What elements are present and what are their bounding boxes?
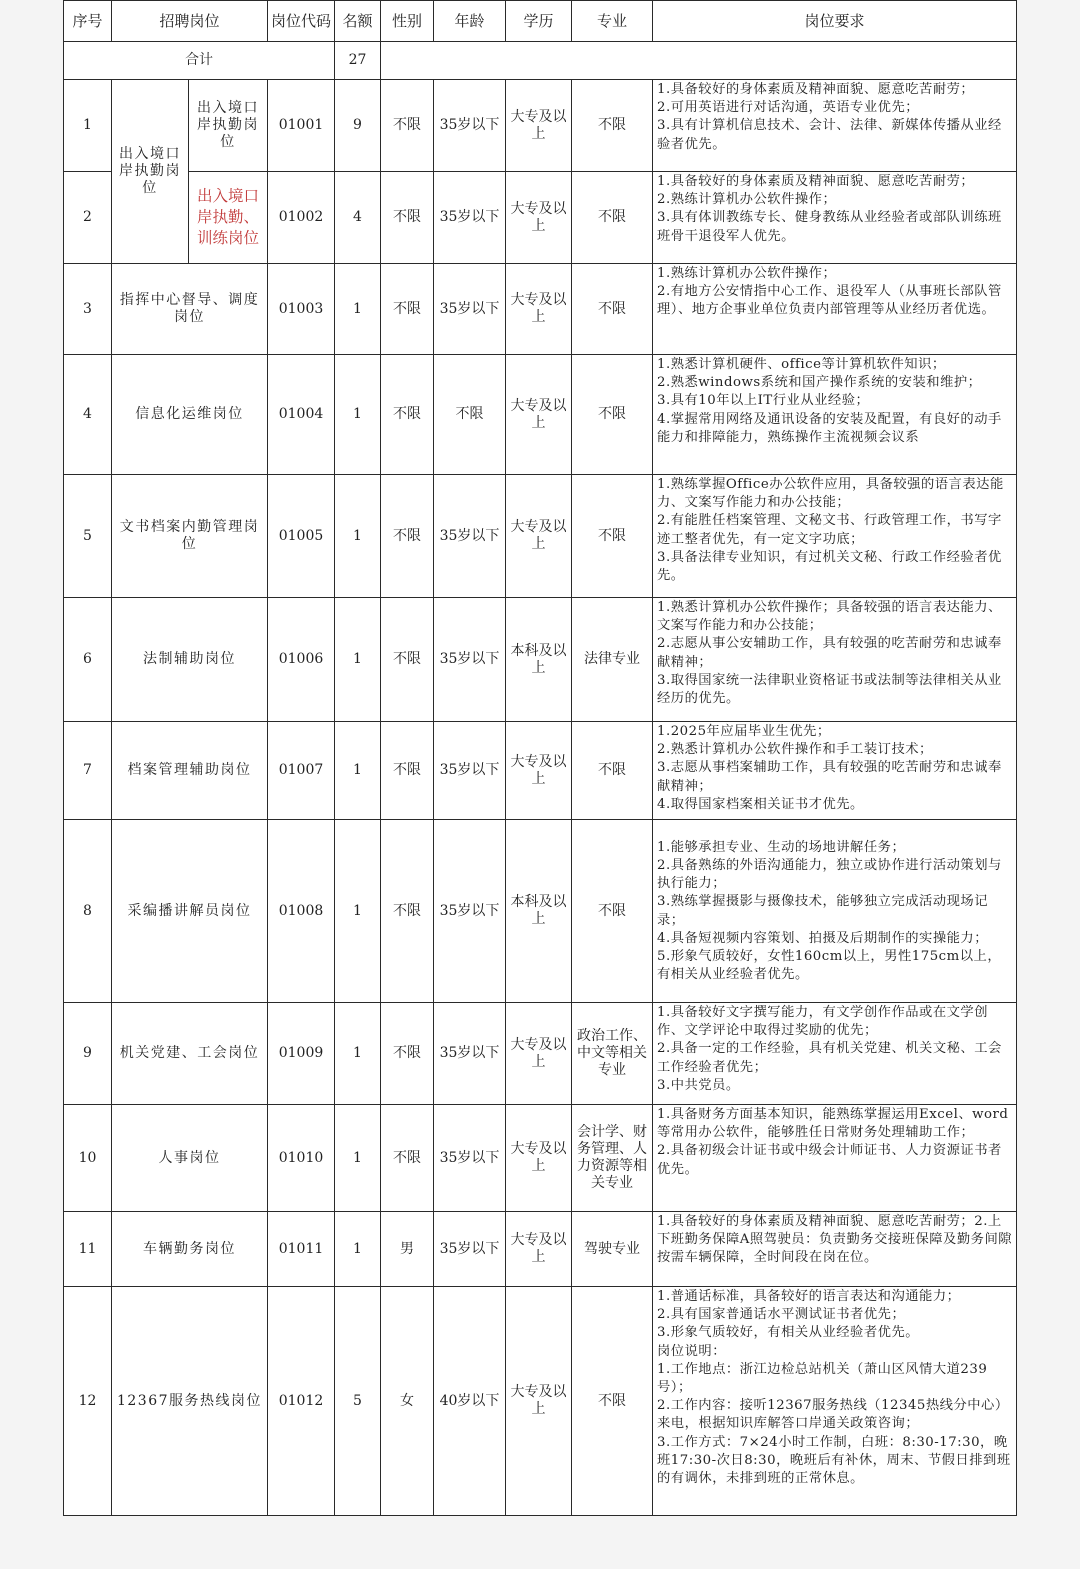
row-major: 不限	[572, 475, 653, 598]
table-row	[64, 598, 1017, 722]
row-edu: 大专及以上	[506, 1003, 572, 1105]
header-age: 年龄	[434, 1, 506, 42]
row-req: 1.熟练计算机办公软件操作； 2.有地方公安情指中心工作、退役军人（从事班长部队管理）、地方企事业单位负责内部管理等从业经历者优选。	[653, 264, 1017, 355]
row-post: 信息化运维岗位	[112, 355, 268, 475]
row-edu: 大专及以上	[506, 722, 572, 820]
row-no: 12	[64, 1287, 112, 1516]
row-edu: 大专及以上	[506, 80, 572, 172]
row-gender: 不限	[381, 722, 434, 820]
header-code: 岗位代码	[268, 1, 335, 42]
row-gender: 不限	[381, 820, 434, 1003]
row-gender: 不限	[381, 172, 434, 264]
row-gender: 女	[381, 1287, 434, 1516]
row-code: 01008	[268, 820, 335, 1003]
row-code: 01005	[268, 475, 335, 598]
row-count: 1	[335, 1212, 381, 1287]
row-major: 政治工作、中文等相关专业	[572, 1003, 653, 1105]
row-major: 不限	[572, 172, 653, 264]
row-no: 8	[64, 820, 112, 1003]
row-no: 3	[64, 264, 112, 355]
table-row	[64, 80, 1017, 172]
row-post: 车辆勤务岗位	[112, 1212, 268, 1287]
row-code: 01009	[268, 1003, 335, 1105]
row-count: 1	[335, 598, 381, 722]
row-req: 1.熟悉计算机办公软件操作；具备较强的语言表达能力、文案写作能力和办公技能； 2.志愿从事公安辅助工作，具有较强的吃苦耐劳和忠诚奉献精神； 3.取得国家统一法律职业资格证书或法制等法律相关从业经历的优先。	[653, 598, 1017, 722]
row-gender: 不限	[381, 475, 434, 598]
row-age: 35岁以下	[434, 264, 506, 355]
row-count: 9	[335, 80, 381, 172]
row-count: 4	[335, 172, 381, 264]
row-no: 1	[64, 80, 112, 172]
row-gender: 不限	[381, 264, 434, 355]
total-empty	[381, 42, 1017, 80]
row-edu: 大专及以上	[506, 1212, 572, 1287]
row-age: 35岁以下	[434, 598, 506, 722]
row-count: 5	[335, 1287, 381, 1516]
row-age: 不限	[434, 355, 506, 475]
row-code: 01012	[268, 1287, 335, 1516]
row-major: 不限	[572, 820, 653, 1003]
row-code: 01007	[268, 722, 335, 820]
row-code: 01004	[268, 355, 335, 475]
row-req: 1.具备较好文字撰写能力，有文学创作作品或在文学创作、文学评论中取得过奖励的优先； 2.具备一定的工作经验，具有机关党建、机关文秘、工会工作经验者优先； 3.中共党员。	[653, 1003, 1017, 1105]
row-post: 采编播讲解员岗位	[112, 820, 268, 1003]
row-major: 会计学、财务管理、人力资源等相关专业	[572, 1105, 653, 1212]
table-row	[64, 1105, 1017, 1212]
row-code: 01011	[268, 1212, 335, 1287]
row-no: 9	[64, 1003, 112, 1105]
table-row	[64, 355, 1017, 475]
table-row	[64, 1212, 1017, 1287]
row-no: 4	[64, 355, 112, 475]
table-row	[64, 1003, 1017, 1105]
row-post: 法制辅助岗位	[112, 598, 268, 722]
row-age: 35岁以下	[434, 475, 506, 598]
row-major: 不限	[572, 722, 653, 820]
row-code: 01006	[268, 598, 335, 722]
row-count: 1	[335, 355, 381, 475]
row-age: 35岁以下	[434, 172, 506, 264]
header-edu: 学历	[506, 1, 572, 42]
row-age: 35岁以下	[434, 1212, 506, 1287]
row-major: 法律专业	[572, 598, 653, 722]
row-req: 1.熟悉计算机硬件、office等计算机软件知识； 2.熟悉windows系统和国产操作系统的安装和维护； 3.具有10年以上IT行业从业经验； 4.掌握常用网络及通讯设备的安装及配置，有良好的动手能力和排障能力，熟练操作主流视频会议系	[653, 355, 1017, 475]
total-label: 合计	[64, 42, 335, 80]
row-no: 7	[64, 722, 112, 820]
row-req: 1.2025年应届毕业生优先； 2.熟悉计算机办公软件操作和手工装订技术； 3.志愿从事档案辅助工作，具有较强的吃苦耐劳和忠诚奉献精神； 4.取得国家档案相关证书才优先。	[653, 722, 1017, 820]
row-count: 1	[335, 475, 381, 598]
row-post: 指挥中心督导、调度岗位	[112, 264, 268, 355]
row-count: 1	[335, 1003, 381, 1105]
row-no: 11	[64, 1212, 112, 1287]
header-post: 招聘岗位	[112, 1, 268, 42]
row-req: 1.普通话标准，具备较好的语言表达和沟通能力； 2.具有国家普通话水平测试证书者优先； 3.形象气质较好，有相关从业经验者优先。 岗位说明： 1.工作地点：浙江边检总站机关（萧山区风情大道239号）； 2.工作内容：接听12367服务热线（12345热线分中心）来电，根据知识库解答口岸通关政策咨询； 3.工作方式：7×24小时工作制，白班：8:30-17:30，晚班17:30-次日8:30，晚班后有补休，周末、节假日排到班的有调休，未排到班的正常休息。	[653, 1287, 1017, 1516]
total-row	[64, 42, 1017, 80]
header-gender: 性别	[381, 1, 434, 42]
row-no: 6	[64, 598, 112, 722]
row-code: 01002	[268, 172, 335, 264]
row-count: 1	[335, 264, 381, 355]
table-row	[64, 722, 1017, 820]
row-gender: 男	[381, 1212, 434, 1287]
row-code: 01010	[268, 1105, 335, 1212]
row-post: 出入境口岸执勤岗位	[189, 80, 268, 172]
row-major: 不限	[572, 355, 653, 475]
row-count: 1	[335, 1105, 381, 1212]
row-req: 1.具备财务方面基本知识，能熟练掌握运用Excel、word等常用办公软件，能够胜任日常财务处理辅助工作； 2.具备初级会计证书或中级会计师证书、人力资源证书者优先。	[653, 1105, 1017, 1212]
row-edu: 大专及以上	[506, 172, 572, 264]
table-row	[64, 172, 1017, 264]
row-no: 10	[64, 1105, 112, 1212]
row-req: 1.具备较好的身体素质及精神面貌、愿意吃苦耐劳； 2.可用英语进行对话沟通，英语专业优先； 3.具有计算机信息技术、会计、法律、新媒体传播从业经验者优先。	[653, 80, 1017, 172]
row-gender: 不限	[381, 1105, 434, 1212]
row-req: 1.能够承担专业、生动的场地讲解任务； 2.具备熟练的外语沟通能力，独立或协作进行活动策划与执行能力； 3.熟练掌握摄影与摄像技术，能够独立完成活动现场记录； 4.具备短视频内容策划、拍摄及后期制作的实操能力； 5.形象气质较好，女性160cm以上，男性175cm以上，有相关从业经验者优先。	[653, 820, 1017, 1003]
row-edu: 大专及以上	[506, 475, 572, 598]
row-post-highlighted: 出入境口岸执勤、训练岗位	[189, 172, 268, 264]
row-code: 01003	[268, 264, 335, 355]
row-edu: 本科及以上	[506, 820, 572, 1003]
header-major: 专业	[572, 1, 653, 42]
row-post: 人事岗位	[112, 1105, 268, 1212]
row-post: 12367服务热线岗位	[112, 1287, 268, 1516]
row-major: 驾驶专业	[572, 1212, 653, 1287]
table-row	[64, 475, 1017, 598]
row-age: 35岁以下	[434, 820, 506, 1003]
table-row	[64, 1287, 1017, 1516]
row-gender: 不限	[381, 1003, 434, 1105]
group-label: 出入境口岸执勤岗位	[112, 80, 189, 264]
row-major: 不限	[572, 264, 653, 355]
row-count: 1	[335, 722, 381, 820]
header-no: 序号	[64, 1, 112, 42]
row-gender: 不限	[381, 80, 434, 172]
header-row	[64, 1, 1017, 42]
row-age: 35岁以下	[434, 722, 506, 820]
row-age: 35岁以下	[434, 1003, 506, 1105]
row-post: 文书档案内勤管理岗位	[112, 475, 268, 598]
row-age: 35岁以下	[434, 1105, 506, 1212]
row-gender: 不限	[381, 355, 434, 475]
row-no: 2	[64, 172, 112, 264]
row-req: 1.熟练掌握Office办公软件应用，具备较强的语言表达能力、文案写作能力和办公技能； 2.有能胜任档案管理、文秘文书、行政管理工作，书写字迹工整者优先，有一定文字功底； 3.具备法律专业知识，有过机关文秘、行政工作经验者优先。	[653, 475, 1017, 598]
row-age: 35岁以下	[434, 80, 506, 172]
row-edu: 本科及以上	[506, 598, 572, 722]
row-major: 不限	[572, 1287, 653, 1516]
row-age: 40岁以下	[434, 1287, 506, 1516]
row-req: 1.具备较好的身体素质及精神面貌、愿意吃苦耐劳；2.上下班勤务保障A照驾驶员：负责勤务交接班保障及勤务间隙按需车辆保障，全时间段在岗在位。	[653, 1212, 1017, 1287]
header-req: 岗位要求	[653, 1, 1017, 42]
table-row	[64, 820, 1017, 1003]
row-edu: 大专及以上	[506, 355, 572, 475]
row-code: 01001	[268, 80, 335, 172]
recruitment-table	[63, 0, 1017, 1516]
row-major: 不限	[572, 80, 653, 172]
row-req: 1.具备较好的身体素质及精神面貌、愿意吃苦耐劳； 2.熟练计算机办公软件操作； 3.具有体训教练专长、健身教练从业经验者或部队训练班班骨干退役军人优先。	[653, 172, 1017, 264]
row-post: 机关党建、工会岗位	[112, 1003, 268, 1105]
table-row	[64, 264, 1017, 355]
header-count: 名额	[335, 1, 381, 42]
row-gender: 不限	[381, 598, 434, 722]
total-count: 27	[335, 42, 381, 80]
row-count: 1	[335, 820, 381, 1003]
row-no: 5	[64, 475, 112, 598]
row-post: 档案管理辅助岗位	[112, 722, 268, 820]
row-edu: 大专及以上	[506, 1287, 572, 1516]
row-edu: 大专及以上	[506, 1105, 572, 1212]
row-edu: 大专及以上	[506, 264, 572, 355]
